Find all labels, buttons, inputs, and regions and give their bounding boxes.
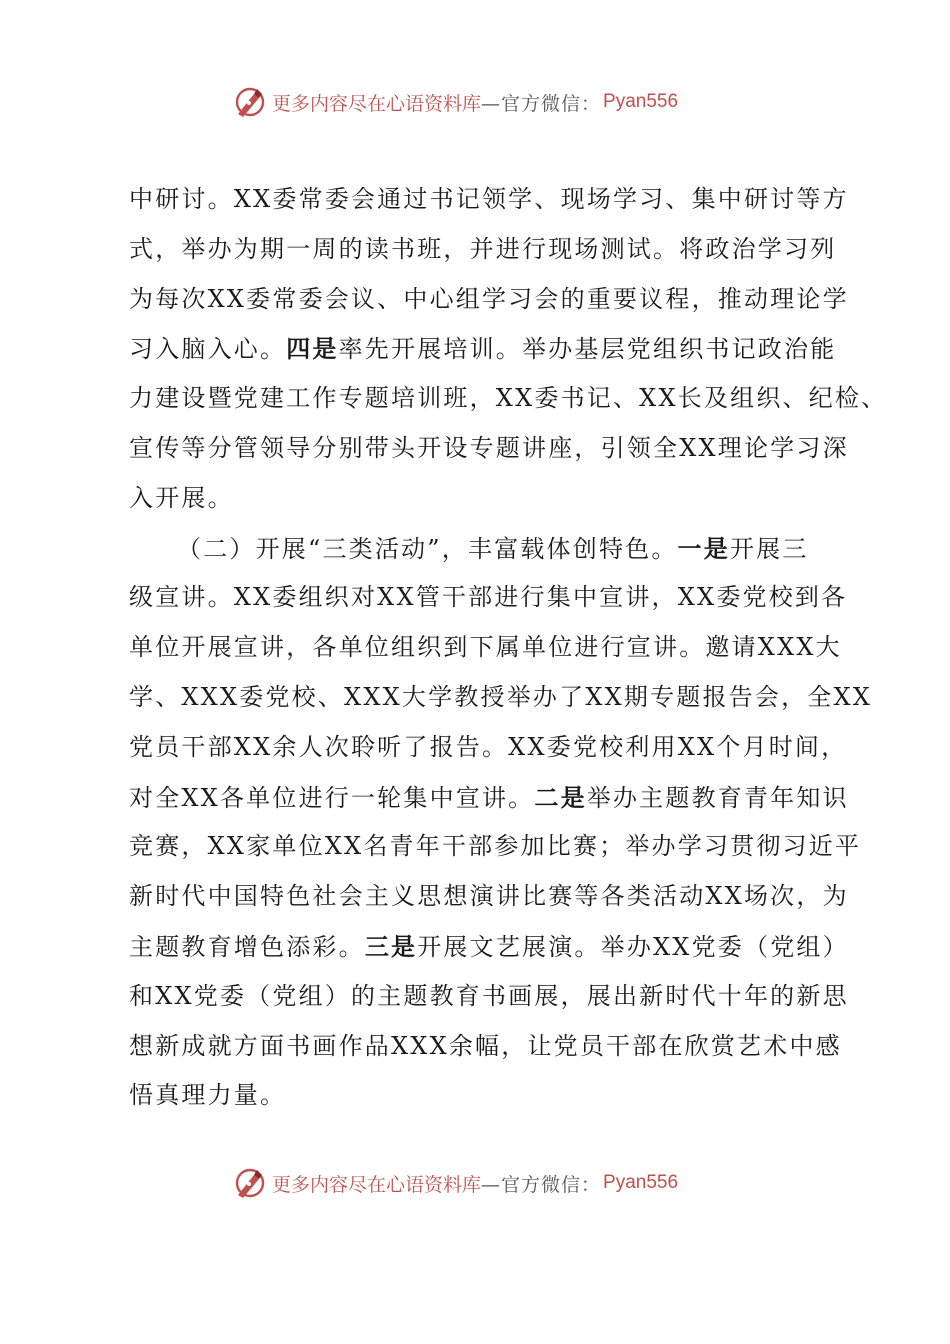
body-text: 开展文艺展演。举办XX党委（党组） (417, 932, 849, 961)
body-line (129, 773, 849, 823)
body-line: 中研讨。XX委常委会通过书记领学、现场学习、集中研讨等方 (129, 185, 849, 213)
document-body (129, 175, 888, 1121)
body-text: 主题教育增色添彩。 (129, 932, 365, 961)
body-line (129, 524, 834, 574)
body-line: 学、XXX委党校、XXX大学教授举办了XX期专题报告会，全XX (129, 682, 873, 711)
pen-logo-icon (232, 84, 268, 120)
body-line: 级宣讲。XX委组织对XX管干部进行集中宣讲，XX委党校到各 (129, 583, 848, 612)
body-line: 想新成就方面书画作品XXX余幅，让党员干部在欣赏艺术中感 (129, 1031, 842, 1060)
body-line: 和XX党委（党组）的主题教育书画展，展出新时代十年的新思 (129, 981, 849, 1010)
banner-brand-text: 更多内容尽在心语资料库 (272, 1173, 482, 1196)
banner-official-label: —官方微信： (481, 92, 602, 115)
body-line: 悟真理力量。 (129, 1081, 287, 1110)
banner-wechat-id: Pyan556 (603, 91, 679, 112)
bold-marker: 三是 (364, 931, 418, 961)
header-banner (232, 82, 678, 122)
body-text: 习入脑入心。 (129, 335, 287, 364)
body-line: 入开展。 (129, 483, 234, 512)
bold-marker: 一是 (677, 533, 730, 563)
body-text: 举办主题教育青年知识 (586, 783, 849, 812)
body-line: 式，举办为期一周的读书班，并进行现场测试。将政治学习列 (129, 234, 837, 263)
bold-marker: 四是 (286, 334, 339, 364)
footer-banner (232, 1163, 678, 1203)
body-line: 党员干部XX余人次聆听了报告。XX委党校利用XX个月时间， (129, 732, 848, 761)
body-line: 单位开展宣讲，各单位组织到下属单位进行宣讲。邀请XXX大 (129, 633, 842, 662)
banner-brand-text: 更多内容尽在心语资料库 (272, 92, 482, 115)
body-text: 开展三 (729, 534, 809, 563)
body-text: 率先开展培训。举办基层党组织书记政治能 (338, 335, 837, 364)
banner-official-label: —官方微信： (481, 1173, 602, 1196)
pen-logo-icon (232, 1165, 268, 1201)
body-line: 力建设暨党建工作专题培训班，XX委书记、XX长及组织、纪检、 (129, 384, 888, 413)
body-line (129, 324, 837, 374)
body-line: 竞赛，XX家单位XX名青年干部参加比赛；举办学习贯彻习近平 (129, 832, 862, 861)
body-line: 为每次XX委常委会议、中心组学习会的重要议程，推动理论学 (129, 284, 849, 313)
bold-marker: 二是 (534, 782, 587, 812)
body-line (129, 922, 849, 972)
section-heading: （二）开展“三类活动”，丰富载体创特色。 (177, 534, 678, 563)
body-line: 新时代中国特色社会主义思想演讲比赛等各类活动XX场次，为 (129, 882, 849, 911)
body-text: 对全XX各单位进行一轮集中宣讲。 (129, 783, 535, 812)
body-line: 宣传等分管领导分别带头开设专题讲座，引领全XX理论学习深 (129, 433, 849, 462)
banner-wechat-id: Pyan556 (603, 1172, 679, 1193)
